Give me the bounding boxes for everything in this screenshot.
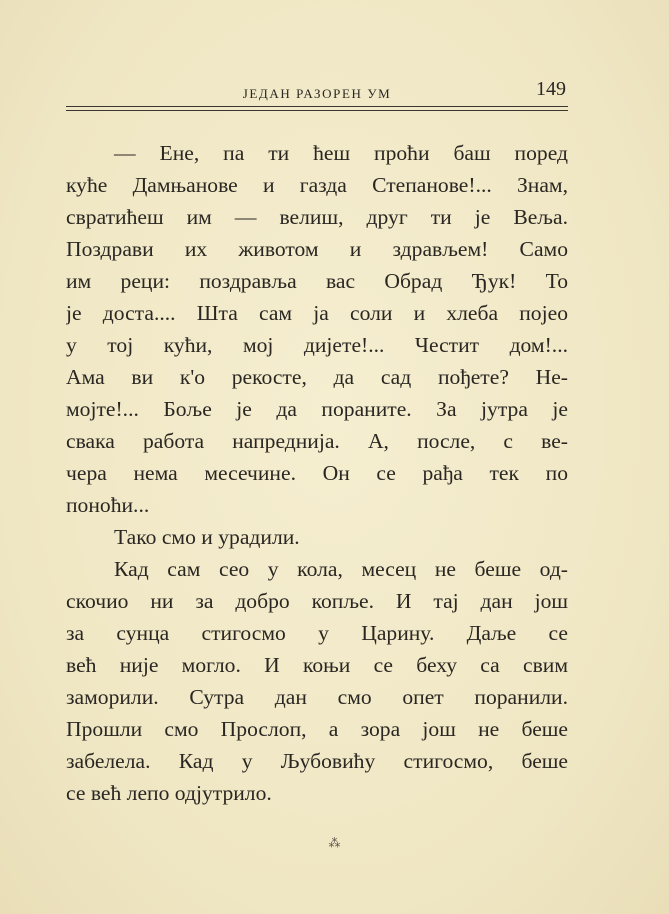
text-line: куће Дамњанове и газда Степанове!... Знам, — [66, 173, 568, 197]
text-line: — Ене, па ти ћеш проћи баш поред — [114, 141, 568, 165]
text-line: забелела. Кад у Љубовићу стигосмо, беше — [66, 749, 568, 773]
text-line: у тој кући, мој дијете!... Честит дом!... — [66, 333, 568, 357]
text-line: је доста.... Шта сам ја соли и хлеба појео — [66, 301, 568, 325]
text-line: Ама ви к'о рекосте, да сад пођете? Не- — [66, 365, 568, 389]
header-rule-top — [66, 106, 568, 107]
text-line: за сунца стигосмо у Царину. Даље се — [66, 621, 568, 645]
section-ornament: ⁂ — [328, 836, 341, 850]
text-line: Тако смо и урадили. — [114, 525, 300, 549]
text-line: свратићеш им — велиш, друг ти је Веља. — [66, 205, 568, 229]
text-line: свака работа напреднија. А, после, с ве- — [66, 429, 568, 453]
text-line: им реци: поздравља вас Обрад Ђук! То — [66, 269, 568, 293]
text-line: Кад сам сео у кола, месец не беше од- — [114, 557, 568, 581]
page-header — [66, 78, 568, 104]
text-line: Поздрави их животом и здрављем! Само — [66, 237, 568, 261]
text-line: поноћи... — [66, 493, 150, 517]
text-line: скочио ни за добро копље. И тај дан још — [66, 589, 568, 613]
text-line: се већ лепо одјутрило. — [66, 781, 272, 805]
header-rule-bottom — [66, 110, 568, 111]
body-text — [66, 137, 568, 809]
text-line: Прошли смо Прослоп, а зора још не беше — [66, 717, 568, 741]
running-title: ЈЕДАН РАЗОРЕН УМ — [242, 86, 392, 101]
text-line: чера нема месечине. Он се рађа тек по — [66, 461, 568, 485]
text-line: већ није могло. И коњи се беху са свим — [66, 653, 568, 677]
text-line: заморили. Сутра дан смо опет поранили. — [66, 685, 568, 709]
page-number: 149 — [536, 78, 566, 100]
text-line: мојте!... Боље је да пораните. За јутра је — [66, 397, 568, 421]
